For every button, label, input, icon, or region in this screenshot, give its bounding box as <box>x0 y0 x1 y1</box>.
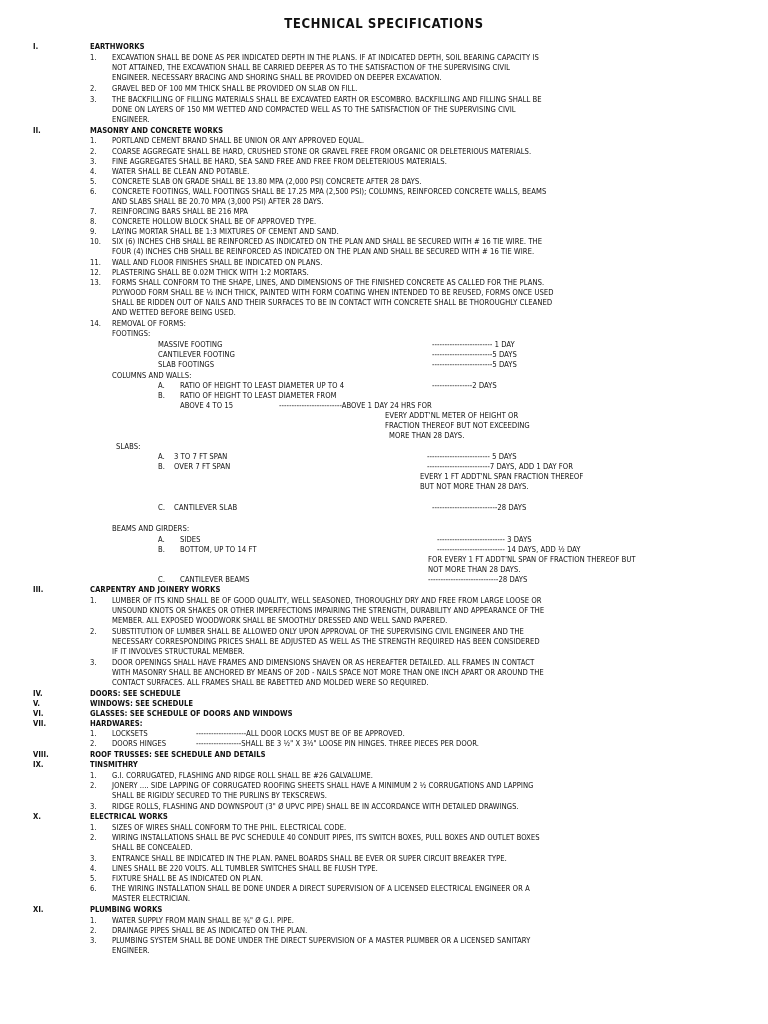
spec-line-text: BOTTOM, UP TO 14 FT <box>180 545 257 554</box>
spec-line-text: 3 TO 7 FT SPAN <box>174 452 228 461</box>
spec-line-text: CONCRETE HOLLOW BLOCK SHALL BE OF APPROVED TYPE. <box>112 217 317 226</box>
spec-line-text: 3. <box>90 802 97 811</box>
spec-line-text: 3. <box>90 658 97 667</box>
spec-line-text: WIRING INSTALLATIONS SHALL BE PVC SCHEDULE 40 CONDUIT PIPES, ITS SWITCH BOXES, PULL BOXES AND OUTLET BOXES <box>112 833 540 842</box>
spec-line-text: -------------------------7 DAYS, ADD 1 DAY FOR <box>427 462 573 471</box>
spec-line-text: A. <box>158 452 165 461</box>
spec-line-text: C. <box>158 575 166 584</box>
spec-line-text: A. <box>158 381 165 390</box>
spec-line-text: 3. <box>90 157 97 166</box>
spec-line-text: -------------------------ABOVE 1 DAY 24 HRS FOR <box>279 401 432 410</box>
spec-line-text: EVERY 1 FT ADDT'NL SPAN FRACTION THEREOF <box>420 472 584 481</box>
spec-line-text: COARSE AGGREGATE SHALL BE HARD, CRUSHED STONE OR GRAVEL FREE FROM ORGANIC OR DELETERIOUS MATERIALS. <box>112 147 532 156</box>
section-heading-text: GLASSES: SEE SCHEDULE OF DOORS AND WINDOWS <box>90 709 293 718</box>
spec-line-text: 6. <box>90 884 97 893</box>
spec-line-text: 6. <box>90 187 97 196</box>
section-heading-text: VII. <box>33 719 47 728</box>
spec-line-text: SLAB FOOTINGS <box>158 360 215 369</box>
spec-line-text: DONE ON LAYERS OF 150 MM WETTED AND COMPACTED WELL AS TO THE SATISFACTION OF THE SUPERVISING CIVIL <box>112 105 516 114</box>
section-heading-text: MASONRY AND CONCRETE WORKS <box>90 126 224 135</box>
spec-line-text: PLUMBING SYSTEM SHALL BE DONE UNDER THE DIRECT SUPERVISION OF A MASTER PLUMBER OR A LICENSED SANITARY <box>112 936 531 945</box>
spec-line-text: 7. <box>90 207 97 216</box>
spec-line-text: ------------------------5 DAYS <box>432 350 517 359</box>
spec-line-text: FORMS SHALL CONFORM TO THE SHAPE, LINES, AND DIMENSIONS OF THE FINISHED CONCRETE AS CALLED FOR THE PLANS. <box>112 278 545 287</box>
spec-line-text: ENGINEER. NECESSARY BRACING AND SHORING SHALL BE PROVIDED ON DEEPER EXCAVATION. <box>112 73 442 82</box>
spec-line-text: 5. <box>90 874 97 883</box>
spec-line-text: RATIO OF HEIGHT TO LEAST DIAMETER FROM <box>180 391 337 400</box>
spec-line-text: MASTER ELECTRICIAN. <box>112 894 191 903</box>
spec-line-text: A. <box>158 535 165 544</box>
spec-line-text: DOORS HINGES <box>112 739 167 748</box>
spec-line-text: ENGINEER. <box>112 946 150 955</box>
section-heading-text: VI. <box>33 709 44 718</box>
spec-line-text: MASSIVE FOOTING <box>158 340 223 349</box>
spec-line-text: 3. <box>90 936 97 945</box>
section-heading-text: VIII. <box>33 750 49 759</box>
section-heading-text: EARTHWORKS <box>90 42 145 51</box>
spec-line-text: 2. <box>90 84 97 93</box>
section-heading-text: WINDOWS: SEE SCHEDULE <box>90 699 194 708</box>
section-heading-text: II. <box>33 126 41 135</box>
spec-line-text: IF IT INVOLVES STRUCTURAL MEMBER. <box>112 647 245 656</box>
spec-line-text: CANTILEVER BEAMS <box>180 575 250 584</box>
spec-line-text: 5. <box>90 177 97 186</box>
spec-line-text: 1. <box>90 729 97 738</box>
section-heading-text: I. <box>33 42 39 51</box>
section-heading-text: HARDWARES: <box>90 719 143 728</box>
spec-line-text: SIZES OF WIRES SHALL CONFORM TO THE PHIL. ELECTRICAL CODE. <box>112 823 347 832</box>
spec-line-text: --------------------ALL DOOR LOCKS MUST BE OF BE APPROVED. <box>196 729 405 738</box>
spec-line-text: --------------------------28 DAYS <box>432 503 527 512</box>
spec-line-text: PLASTERING SHALL BE 0.02M THICK WITH 1:2 MORTARS. <box>112 268 309 277</box>
spec-line-text: AND WETTED BEFORE BEING USED. <box>112 308 236 317</box>
spec-line-text: JONERY .... SIDE LAPPING OF CORRUGATED ROOFING SHEETS SHALL HAVE A MINIMUM 2 ½ CORRUGATIONS AND LAPPING <box>112 781 534 790</box>
spec-line-text: NOT ATTAINED, THE EXCAVATION SHALL BE CARRIED DEEPER AS TO THE SATISFACTION OF THE SUPERVISING CIVIL <box>112 63 511 72</box>
spec-line-text: WITH MASONRY SHALL BE ANCHORED BY MEANS OF 20D - NAILS SPACE NOT MORE THAN ONE INCH APART OR AROUND THE <box>112 668 544 677</box>
spec-line-text: OVER 7 FT SPAN <box>174 462 231 471</box>
spec-line-text: RIDGE ROLLS, FLASHING AND DOWNSPOUT (3" Ø UPVC PIPE) SHALL BE IN ACCORDANCE WITH DETAILED DRAWINGS. <box>112 802 519 811</box>
spec-line-text: 2. <box>90 833 97 842</box>
spec-line-text: B. <box>158 391 165 400</box>
spec-line-text: 8. <box>90 217 97 226</box>
spec-line-text: 2. <box>90 781 97 790</box>
spec-line-text: DOOR OPENINGS SHALL HAVE FRAMES AND DIMENSIONS SHAVEN OR AS HEREAFTER DETAILED. ALL FRAMES IN CONTACT <box>112 658 535 667</box>
spec-line-text: --------------------------- 3 DAYS <box>437 535 532 544</box>
section-heading-text: ELECTRICAL WORKS <box>90 812 168 821</box>
spec-line-text: MEMBER. ALL EXPOSED WOODWORK SHALL BE SMOOTHLY DRESSED AND WELL SAND PAPERED. <box>112 616 448 625</box>
spec-line-text: 9. <box>90 227 97 236</box>
spec-line-text: LAYING MORTAR SHALL BE 1:3 MIXTURES OF CEMENT AND SAND. <box>112 227 339 236</box>
spec-line-text: RATIO OF HEIGHT TO LEAST DIAMETER UP TO 4 <box>180 381 345 390</box>
spec-line-text: SLABS: <box>116 442 141 451</box>
spec-line-text: WATER SUPPLY FROM MAIN SHALL BE ¾" Ø G.I. PIPE. <box>112 916 294 925</box>
spec-line-text: ------------------SHALL BE 3 ½" X 3½" LOOSE PIN HINGES. THREE PIECES PER DOOR. <box>196 739 479 748</box>
spec-line-text: 10. <box>90 237 102 246</box>
spec-line-text: ENTRANCE SHALL BE INDICATED IN THE PLAN. PANEL BOARDS SHALL BE EVER OR SUPER CIRCUIT BREAKER TYPE. <box>112 854 507 863</box>
spec-line-text: PLYWOOD FORM SHALL BE ½ INCH THICK, PAINTED WITH FORM COATING WHEN INTENDED TO BE REUSED, FORMS ONCE USED <box>112 288 554 297</box>
spec-line-text: SHALL BE RIGIDLY SECURED TO THE PURLINS BY TEKSCREWS. <box>112 791 327 800</box>
spec-line-text: ----------------------------28 DAYS <box>428 575 528 584</box>
spec-line-text: EVERY ADDT'NL METER OF HEIGHT OR <box>385 411 519 420</box>
spec-line-text: LUMBER OF ITS KIND SHALL BE OF GOOD QUALITY, WELL SEASONED, THOROUGHLY DRY AND FREE FROM LARGE LOOSE OR <box>112 596 542 605</box>
spec-line-text: LOCKSETS <box>112 729 148 738</box>
spec-line-text: REINFORCING BARS SHALL BE 216 MPA <box>112 207 248 216</box>
spec-line-text: NOT MORE THAN 28 DAYS. <box>428 565 521 574</box>
spec-line-text: FINE AGGREGATES SHALL BE HARD, SEA SAND FREE AND FREE FROM DELETERIOUS MATERIALS. <box>112 157 447 166</box>
spec-line-text: ----------------2 DAYS <box>432 381 497 390</box>
spec-line-text: 2. <box>90 926 97 935</box>
section-heading-text: XI. <box>33 905 44 914</box>
spec-line-text: 11. <box>90 258 102 267</box>
spec-line-text: 2. <box>90 739 97 748</box>
spec-line-text: ------------------------- 5 DAYS <box>427 452 517 461</box>
spec-line-text: C. <box>158 503 166 512</box>
spec-line-text: CANTILEVER SLAB <box>174 503 238 512</box>
spec-line-text: WATER SHALL BE CLEAN AND POTABLE. <box>112 167 250 176</box>
section-heading-text: V. <box>33 699 41 708</box>
spec-line-text: SUBSTITUTION OF LUMBER SHALL BE ALLOWED ONLY UPON APPROVAL OF THE SUPERVISING CIVIL ENGINEER AND THE <box>112 627 524 636</box>
spec-line-text: THE BACKFILLING OF FILLING MATERIALS SHALL BE EXCAVATED EARTH OR ESCOMBRO. BACKFILLING AND FILLING SHALL BE <box>112 95 542 104</box>
spec-line-text: COLUMNS AND WALLS: <box>112 371 192 380</box>
section-heading-text: IX. <box>33 760 44 769</box>
spec-line-text: AND SLABS SHALL BE 20.70 MPA (3,000 PSI) AFTER 28 DAYS. <box>112 197 324 206</box>
section-heading-text: ROOF TRUSSES: SEE SCHEDULE AND DETAILS <box>90 750 266 759</box>
spec-line-text: 1. <box>90 771 97 780</box>
spec-line-text: 3. <box>90 854 97 863</box>
section-heading-text: PLUMBING WORKS <box>90 905 163 914</box>
spec-line-text: ------------------------5 DAYS <box>432 360 517 369</box>
section-heading-text: CARPENTRY AND JOINERY WORKS <box>90 585 221 594</box>
spec-line-text: THE WIRING INSTALLATION SHALL BE DONE UNDER A DIRECT SUPERVISION OF A LICENSED ELECTRICAL ENGINEER OR A <box>112 884 530 893</box>
spec-line-text: CANTILEVER FOOTING <box>158 350 235 359</box>
spec-line-text: 1. <box>90 596 97 605</box>
section-heading-text: DOORS: SEE SCHEDULE <box>90 689 181 698</box>
spec-line-text: PORTLAND CEMENT BRAND SHALL BE UNION OR ANY APPROVED EQUAL. <box>112 136 365 145</box>
section-heading-text: III. <box>33 585 44 594</box>
spec-line-text: DRAINAGE PIPES SHALL BE AS INDICATED ON THE PLAN. <box>112 926 308 935</box>
spec-line-text: UNSOUND KNOTS OR SHAKES OR OTHER IMPERFECTIONS IMPAIRING THE STRENGTH, DURABILITY AND APPEARANCE OF THE <box>112 606 545 615</box>
spec-line-text: --------------------------- 14 DAYS, ADD ½ DAY <box>437 545 581 554</box>
spec-line-text: 4. <box>90 864 97 873</box>
spec-line-text: CONCRETE SLAB ON GRADE SHALL BE 13.80 MPA (2,000 PSI) CONCRETE AFTER 28 DAYS. <box>112 177 422 186</box>
document-title: TECHNICAL SPECIFICATIONS <box>284 17 484 32</box>
spec-line-text: 3. <box>90 95 97 104</box>
spec-line-text: 12. <box>90 268 102 277</box>
spec-line-text: 4. <box>90 167 97 176</box>
spec-line-text: 1. <box>90 916 97 925</box>
spec-line-text: FOUR (4) INCHES CHB SHALL BE REINFORCED AS INDICATED ON THE PLAN AND SHALL BE SECURED WITH # 16 TIE WIRE. <box>112 247 535 256</box>
spec-line-text: SHALL BE RIDDEN OUT OF NAILS AND THEIR SURFACES TO BE IN CONTACT WITH CONCRETE SHALL BE THOROUGHLY CLEANED <box>112 298 553 307</box>
spec-line-text: 1. <box>90 136 97 145</box>
spec-line-text: FIXTURE SHALL BE AS INDICATED ON PLAN. <box>112 874 263 883</box>
spec-line-text: SIX (6) INCHES CHB SHALL BE REINFORCED AS INDICATED ON THE PLAN AND SHALL BE SECURED WITH # 16 TIE WIRE. THE <box>112 237 543 246</box>
spec-line-text: WALL AND FLOOR FINISHES SHALL BE INDICATED ON PLANS. <box>112 258 323 267</box>
spec-line-text: 2. <box>90 627 97 636</box>
spec-line-text: ENGINEER. <box>112 115 150 124</box>
section-heading-text: X. <box>33 812 41 821</box>
spec-line-text: 13. <box>90 278 102 287</box>
spec-line-text: GRAVEL BED OF 100 MM THICK SHALL BE PROVIDED ON SLAB ON FILL. <box>112 84 358 93</box>
spec-line-text: SIDES <box>180 535 201 544</box>
spec-line-text: EXCAVATION SHALL BE DONE AS PER INDICATED DEPTH IN THE PLANS. IF AT INDICATED DEPTH, SOIL BEARING CAPACITY IS <box>112 53 539 62</box>
spec-line-text: G.I. CORRUGATED, FLASHING AND RIDGE ROLL SHALL BE #26 GALVALUME. <box>112 771 373 780</box>
spec-line-text: FRACTION THEREOF BUT NOT EXCEEDING <box>385 421 530 430</box>
spec-line-text: ------------------------ 1 DAY <box>432 340 515 349</box>
spec-line-text: B. <box>158 545 165 554</box>
spec-line-text: ABOVE 4 TO 15 <box>180 401 234 410</box>
spec-line-text: 14. <box>90 319 102 328</box>
spec-line-text: SHALL BE CONCEALED. <box>112 843 193 852</box>
spec-line-text: FOOTINGS: <box>112 329 151 338</box>
section-heading-text: IV. <box>33 689 43 698</box>
spec-line-text: BUT NOT MORE THAN 28 DAYS. <box>420 482 529 491</box>
spec-line-text: CONTACT SURFACES. ALL FRAMES SHALL BE RABETTED AND MOLDED WERE SO REQUIRED. <box>112 678 429 687</box>
section-heading-text: TINSMITHRY <box>90 760 138 769</box>
spec-line-text: NECESSARY CORRESPONDING PRICES SHALL BE ADJUSTED AS WELL AS THE STRENGTH REQUIRED HAS BEEN CONSIDERED <box>112 637 540 646</box>
spec-line-text: B. <box>158 462 165 471</box>
spec-line-text: CONCRETE FOOTINGS, WALL FOOTINGS SHALL BE 17.25 MPA (2,500 PSI); COLUMNS, REINFORCED CONCRETE WALLS, BEAMS <box>112 187 547 196</box>
spec-line-text: 1. <box>90 823 97 832</box>
spec-line-text: MORE THAN 28 DAYS. <box>389 431 465 440</box>
spec-line-text: FOR EVERY 1 FT ADDT'NL SPAN OF FRACTION THEREOF BUT <box>428 555 636 564</box>
spec-line-text: 1. <box>90 53 97 62</box>
spec-line-text: BEAMS AND GIRDERS: <box>112 524 190 533</box>
spec-line-text: REMOVAL OF FORMS: <box>112 319 186 328</box>
spec-line-text: 2. <box>90 147 97 156</box>
spec-line-text: LINES SHALL BE 220 VOLTS. ALL TUMBLER SWITCHES SHALL BE FLUSH TYPE. <box>112 864 378 873</box>
